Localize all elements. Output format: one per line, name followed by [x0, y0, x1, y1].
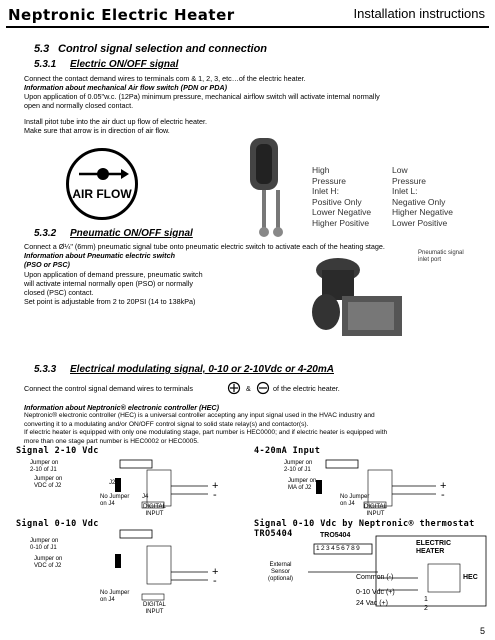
high-pressure-legend: High Pressure Inlet H: Positive Only Lower Negative Higher Positive: [312, 165, 372, 228]
s533-paragraph-1c: of the electric heater.: [273, 384, 340, 393]
subsection-533-title: Electrical modulating signal, 0-10 or 2-10Vdc or 4-20mA: [70, 364, 334, 375]
document-subtitle: Installation instructions: [353, 6, 485, 21]
s531-info-heading: Information about mechanical Air flow switch (PDN or PDA): [24, 83, 227, 92]
pneumatic-port-label: Pneumatic signal inlet port: [418, 250, 464, 263]
wiring-diagram-4-20ma: Jumper on 2-10 of J1 Jumper on MA of J2 + - No Jumper on J4 DIGITAL INPUT: [284, 460, 447, 517]
diagram-title-0-10vdc: Signal 0-10 Vdc: [16, 519, 99, 529]
header-divider: [6, 26, 489, 28]
airflow-symbol: [66, 148, 138, 220]
subsection-532-number: 5.3.2: [34, 228, 57, 239]
wiring-diagram-0-10vdc: Jumper on 0-10 of J1 Jumper on VDC of J2 + - No Jumper on J4 DIGITAL INPUT: [30, 528, 260, 620]
s531-paragraph-3b: Make sure that arrow is in direction of air flow.: [24, 126, 170, 135]
document-title: Neptronic Electric Heater: [8, 6, 235, 24]
subsection-531-number: 5.3.1: [34, 59, 57, 70]
low-pressure-legend: Low Pressure Inlet L: Negative Only Higher Negative Lower Positive: [392, 165, 453, 228]
page-number: 5: [479, 626, 485, 636]
s533-paragraph-1b: &: [246, 384, 251, 393]
s531-paragraph-1: Connect the contact demand wires to terminals com & 1, 2, 3, etc…of the electric heater.: [24, 74, 306, 83]
s532-info-heading: Information about Pneumatic electric switch: [24, 251, 175, 260]
wiring-diagram-2-10vdc: Jumper on 2-10 of J1 Jumper on VDC of J2 J2 + - No Jumper on J4 J4 DIGITAL INPUT: [30, 460, 219, 517]
s533-paragraph-2: Neptronic® electronic controller (HEC) is a universal controller accepting any input signal used in the HVAC industry and converting it to a modulating and/or ON/OFF control signal to solid state relay(s) and contactor(s). If electric heater is equipped with only one modulating stage, part number is HEC0000; and if electric heater is equipped with more than one stage part number is HEC0002 or HEC0005.: [24, 412, 388, 445]
section-number: 5.3: [34, 43, 50, 55]
minus-terminal-icon: [256, 381, 270, 395]
subsection-533-number: 5.3.3: [34, 364, 57, 375]
s532-paragraph-2: Upon application of demand pressure, pneumatic switch will activate internal normally open (PSO) or normally closed (PSC) contact. Set point is adjustable from 2 to 20PSI (14 to 138kPa): [24, 270, 203, 306]
diagram-title-2-10vdc: Signal 2-10 Vdc: [16, 446, 99, 456]
airflow-label: AIR FLOW: [72, 187, 132, 201]
s531-paragraph-2b: open and normally closed contact.: [24, 101, 134, 110]
airflow-switch-photo: [228, 138, 320, 248]
s531-paragraph-3a: Install pitot tube into the air duct up flow of electric heater.: [24, 117, 207, 126]
airflow-arrow-icon: [69, 151, 135, 217]
s531-paragraph-2a: Upon application of 0.05"w.c. (12Pa) minimum pressure, mechanical airflow switch will activate internal normally: [24, 92, 380, 101]
s532-info-subheading: (PSO or PSC): [24, 260, 70, 269]
s533-info-heading: Information about Neptronic® electronic controller (HEC): [24, 403, 219, 412]
diagram-title-tro5404: Signal 0-10 Vdc by Neptronic® thermostat TRO5404: [254, 519, 475, 539]
diagram-title-4-20ma: 4-20mA Input: [254, 446, 321, 456]
pneumatic-switch-photo: [298, 250, 408, 342]
s532-paragraph-1: Connect a Ø¼" (6mm) pneumatic signal tube onto pneumatic electric switch to activate each of the heating stage.: [24, 242, 385, 251]
section-title: Control signal selection and connection: [58, 43, 268, 55]
subsection-531-title: Electric ON/OFF signal: [70, 59, 179, 70]
subsection-532-title: Pneumatic ON/OFF signal: [70, 228, 193, 239]
electric-heater-label: ELECTRIC HEATER: [416, 540, 451, 555]
s533-paragraph-1a: Connect the control signal demand wires to terminals: [24, 384, 193, 393]
plus-terminal-icon: [227, 381, 241, 395]
wiring-diagram-tro5404: TRO5404 1 2 3 4 5 6 7 8 9 ELECTRIC HEATER External Sensor (optional) Common (-) 0-10 Vdc (+) 24 Vac (+) HEC 1 2: [268, 528, 488, 610]
